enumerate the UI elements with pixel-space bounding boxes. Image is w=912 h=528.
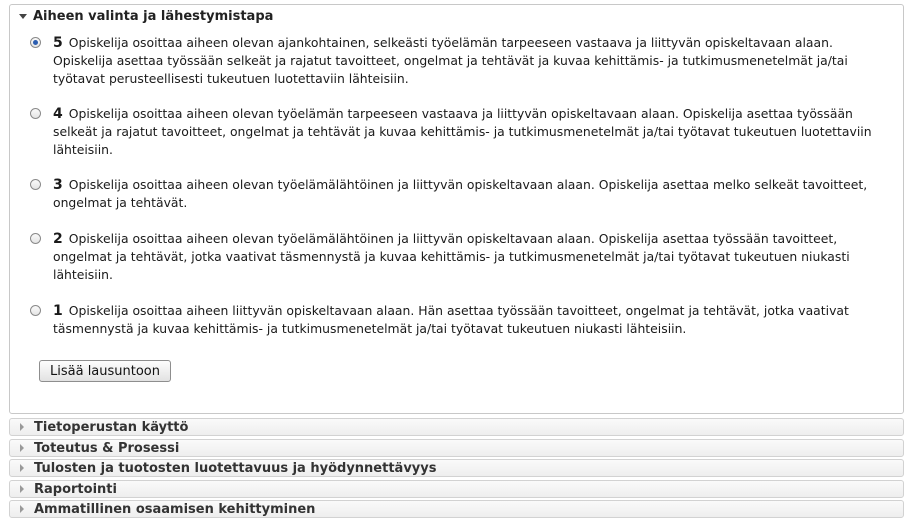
rating-option-5[interactable] [28, 34, 883, 88]
score-label: 1 [53, 303, 63, 319]
section-title: Raportointi [34, 481, 117, 497]
caret-right-icon [20, 444, 24, 452]
section-header-toteutus-prosessi[interactable] [9, 439, 904, 457]
rating-option-3[interactable] [28, 176, 883, 212]
add-to-statement-button[interactable]: Lisää lausuntoon [39, 360, 171, 382]
section-title: Aiheen valinta ja lähestymistapa [33, 8, 274, 24]
radio-button-3[interactable] [30, 179, 41, 190]
section-title: Tietoperustan käyttö [34, 419, 189, 435]
radio-button-5[interactable] [30, 37, 41, 48]
rating-option-4[interactable] [28, 105, 883, 159]
section-header-tietoperustan-kaytto[interactable] [9, 418, 904, 436]
radio-button-1[interactable] [30, 305, 41, 316]
caret-right-icon [20, 485, 24, 493]
option-text: Opiskelija osoittaa aiheen olevan työelämälähtöinen ja liittyvän opiskeltavaan alaan. Opiskelija asettaa työssään tavoitteet, ongelmat ja tehtävät, jotka vaativat täsmennystä ja kuvaa kehittämis- ja tutkimusmenetelmät ja/tai työtavat tukeutuen niukasti lähteisiin. [53, 231, 850, 282]
option-text: Opiskelija osoittaa aiheen olevan työelämän tarpeeseen vastaava ja liittyvän opiskeltavaan alaan. Opiskelija asettaa työssään selkeät ja rajatut tavoitteet, ongelmat ja tehtävät ja kuvaa kehittämis- ja tutkimusmenetelmät ja/tai työtavat tukeutuen luotettaviin lähteisiin. [53, 106, 872, 157]
radio-button-2[interactable] [30, 233, 41, 244]
caret-right-icon [20, 505, 24, 513]
score-label: 3 [53, 177, 63, 193]
section-header-tulosten-luotettavuus[interactable] [9, 459, 904, 477]
score-label: 2 [53, 231, 63, 247]
section-header-raportointi[interactable] [9, 480, 904, 498]
rating-option-1[interactable] [28, 302, 883, 338]
caret-down-icon [19, 14, 27, 19]
score-label: 5 [53, 35, 63, 51]
section-header[interactable] [10, 5, 903, 27]
section-title: Tulosten ja tuotosten luotettavuus ja hyödynnettävyys [34, 460, 437, 476]
score-label: 4 [53, 106, 63, 122]
section-title: Toteutus & Prosessi [34, 440, 180, 456]
option-text: Opiskelija osoittaa aiheen olevan ajankohtainen, selkeästi työelämän tarpeeseen vastaava ja liittyvän opiskeltavaan alaan. Opiskelija asettaa työssään selkeät ja rajatut tavoitteet, ongelmat ja tehtävät ja kuvaa kehittämis- ja tutkimusmenetelmät ja/tai työtavat perusteellisesti tukeutuen luotettaviin lähteisiin. [53, 35, 848, 86]
caret-right-icon [20, 423, 24, 431]
section-title: Ammatillinen osaamisen kehittyminen [34, 501, 316, 517]
radio-button-4[interactable] [30, 108, 41, 119]
option-text: Opiskelija osoittaa aiheen liittyvän opiskeltavaan alaan. Hän asettaa työssään tavoitteet, ongelmat ja tehtävät, jotka vaativat täsmennystä ja kuvaa kehittämis- ja tutkimusmenetelmät ja/tai työtavat tukeutuen niukasti lähteisiin. [53, 303, 849, 336]
section-header-ammatillinen-kehittyminen[interactable] [9, 500, 904, 518]
option-text: Opiskelija osoittaa aiheen olevan työelämälähtöinen ja liittyvän opiskeltavaan alaan. Opiskelija asettaa melko selkeät tavoitteet, ongelmat ja tehtävät. [53, 177, 868, 210]
rating-option-2[interactable] [28, 230, 883, 284]
caret-right-icon [20, 464, 24, 472]
